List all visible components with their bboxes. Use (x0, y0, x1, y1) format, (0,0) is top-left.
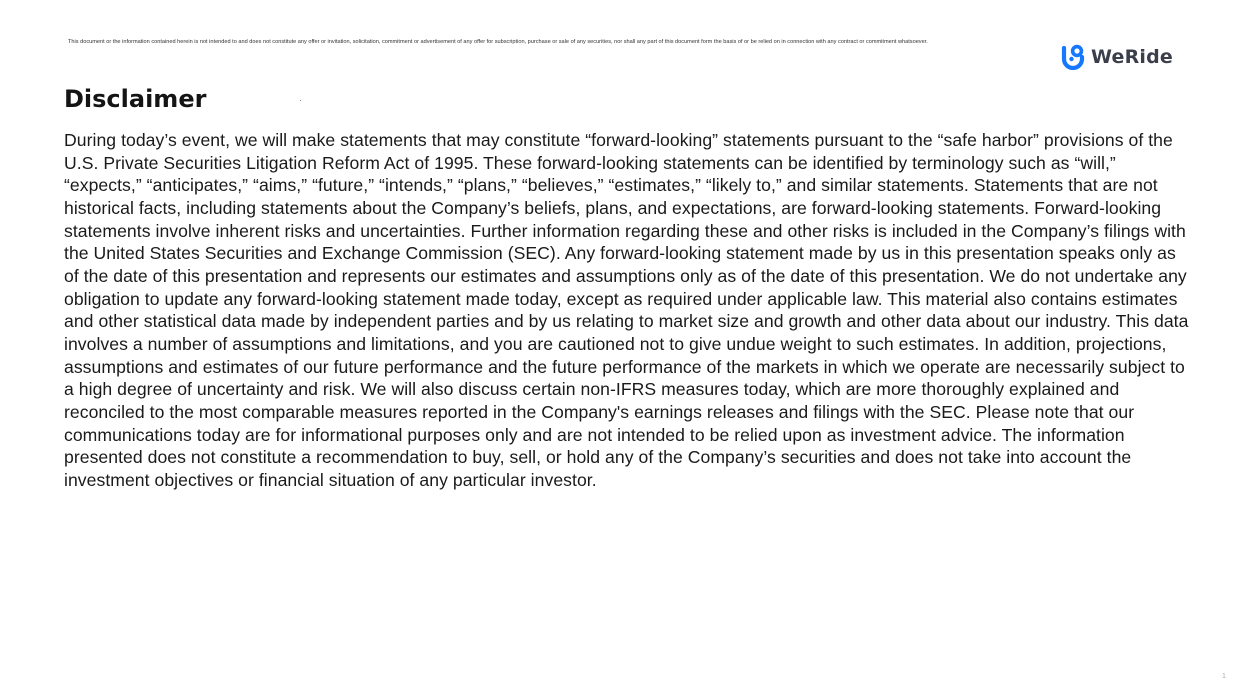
page-title: Disclaimer (64, 85, 207, 113)
weride-logo-icon (1060, 44, 1086, 70)
weride-logo-text: WeRide (1091, 46, 1173, 68)
weride-logo (1060, 44, 1173, 70)
page-number: 1 (1222, 673, 1226, 680)
decorative-dot (300, 100, 301, 101)
disclaimer-body-text: During today’s event, we will make statements that may constitute “forward-looking” statements pursuant to the “safe harbor” provisions of the U.S. Private Securities Litigation Reform Act of 1995. These forward-looking statements can be identified by terminology such as “will,” “expects,” “anticipates,” “aims,” “future,” “intends,” “plans,” “believes,” “estimates,” “likely to,” and similar statements. Statements that are not historical facts, including statements about the Company’s beliefs, plans, and expectations, are forward-looking statements. Forward-looking statements involve inherent risks and uncertainties. Further information regarding these and other risks is included in the Company’s filings with the United States Securities and Exchange Commission (SEC). Any forward-looking statement made by us in this presentation speaks only as of the date of this presentation and represents our estimates and assumptions only as of the date of this presentation. We do not undertake any obligation to update any forward-looking statement made today, except as required under applicable law. This material also contains estimates and other statistical data made by independent parties and by us relating to market size and growth and other data about our industry. This data involves a number of assumptions and limitations, and you are cautioned not to give undue weight to such estimates. In addition, projections, assumptions and estimates of our future performance and the future performance of the markets in which we operate are necessarily subject to a high degree of uncertainty and risk. We will also discuss certain non-IFRS measures today, which are more thoroughly explained and reconciled to the most comparable measures reported in the Company's earnings releases and filings with the SEC. Please note that our communications today are for informational purposes only and are not intended to be relied upon as investment advice. The information presented does not constitute a recommendation to buy, sell, or hold any of the Company’s securities and does not take into account the investment objectives or financial situation of any particular investor. (64, 130, 1189, 490)
header-disclaimer-fine-print: This document or the information contained herein is not intended to and does not constitute any offer or invitation, solicitation, commitment or advertisement of any offer for subscription, purchase or sale of any securities, nor shall any part of this document form the basis of or be relied on in connection with any contract or commitment whatsoever. (68, 39, 928, 45)
